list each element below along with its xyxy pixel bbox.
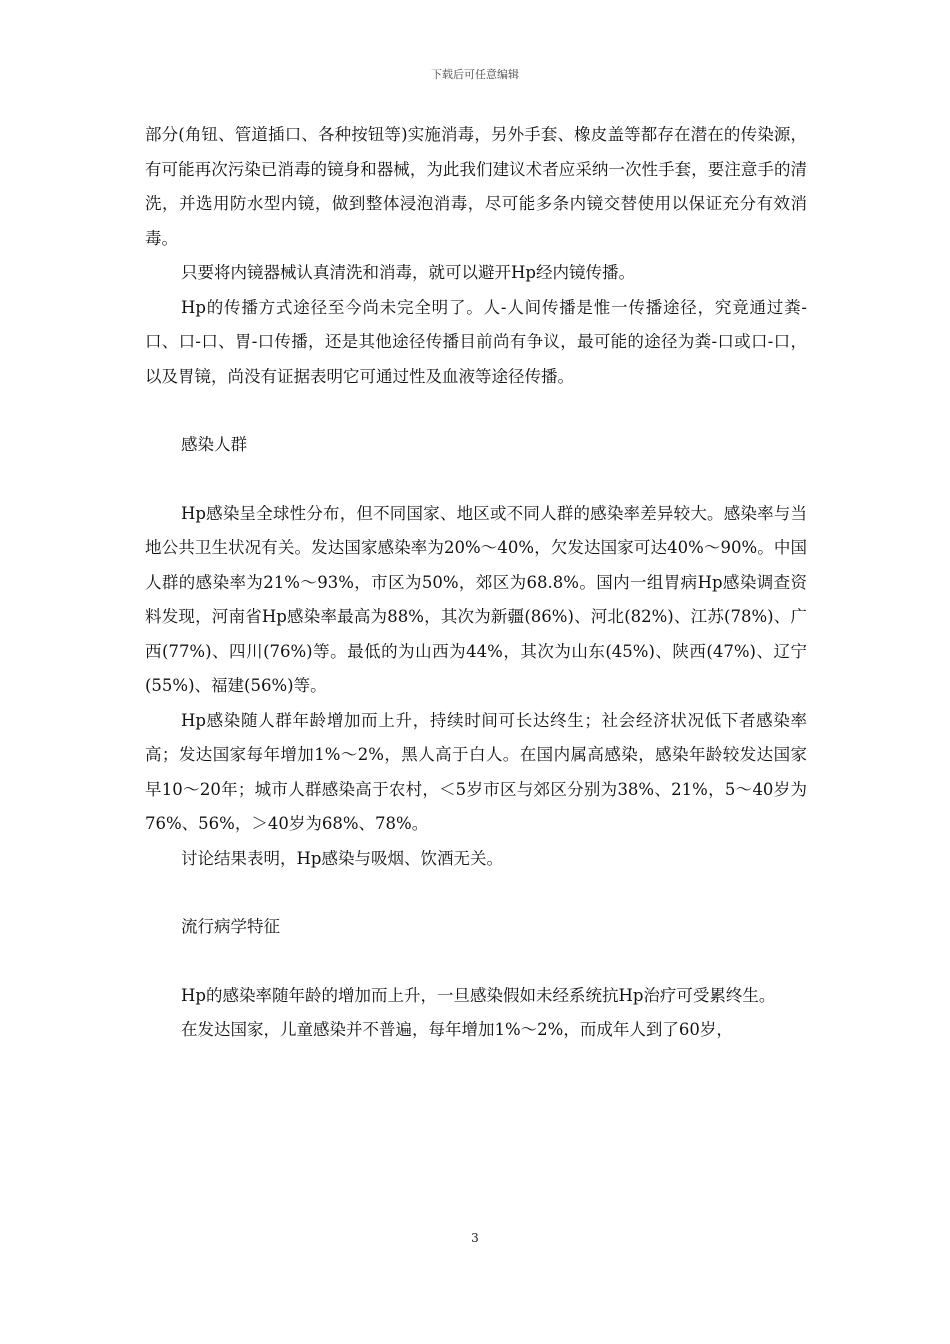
paragraph: 部分(角钮、管道插口、各种按钮等)实施消毒，另外手套、橡皮盖等都存在潜在的传染源，有可能再次污染已消毒的镜身和器械，为此我们建议术者应采纳一次性手套，要注意手的清洗，并选用防水型内镜，做到整体浸泡消毒，尽可能多条内镜交替使用以保证充分有效消毒。 [145,125,807,248]
section-heading: 流行病学特征 [181,917,280,936]
document-body [145,118,807,1048]
paragraph: 在发达国家，儿童感染并不普遍，每年增加1%～2%，而成年人到了60岁， [181,1020,733,1039]
paragraph: Hp感染随人群年龄增加而上升，持续时间可长达终生；社会经济状况低下者感染率高；发达国家每年增加1%～2%，黑人高于白人。在国内属高感染，感染年龄较发达国家早10～20年；城市人群感染高于农村，＜5岁市区与郊区分别为38%、21%，5～40岁为76%、56%，＞40岁为68%、78%。 [145,710,807,833]
page-number: 3 [471,1231,479,1245]
paragraph: Hp感染呈全球性分布，但不同国家、地区或不同人群的感染率差异较大。感染率与当地公共卫生状况有关。发达国家感染率为20%～40%，欠发达国家可达40%～90%。中国人群的感染率为21%～93%，市区为50%，郊区为68.8%。国内一组胃病Hp感染调查资料发现，河南省Hp感染率最高为88%，其次为新疆(86%)、河北(82%)、江苏(78%)、广西(77%)、四川(76%)等。最低的为山西为44%，其次为山东(45%)、陕西(47%)、辽宁(55%)、福建(56%)等。 [145,503,807,695]
header-note: 下载后可任意编辑 [431,68,519,81]
paragraph: Hp的传播方式途径至今尚未完全明了。人-人间传播是惟一传播途径，究竟通过粪-口、口-口、胃-口传播，还是其他途径传播目前尚有争议，最可能的途径为粪-口或口-口，以及胃镜，尚没有证据表明它可通过性及血液等途径传播。 [145,297,807,386]
paragraph: 只要将内镜器械认真清洗和消毒，就可以避开Hp经内镜传播。 [181,263,635,282]
paragraph: 讨论结果表明，Hp感染与吸烟、饮酒无关。 [181,848,503,868]
paragraph: Hp的感染率随年龄的增加而上升，一旦感染假如未经系统抗Hp治疗可受累终生。 [181,985,776,1005]
section-heading: 感染人群 [181,435,247,454]
